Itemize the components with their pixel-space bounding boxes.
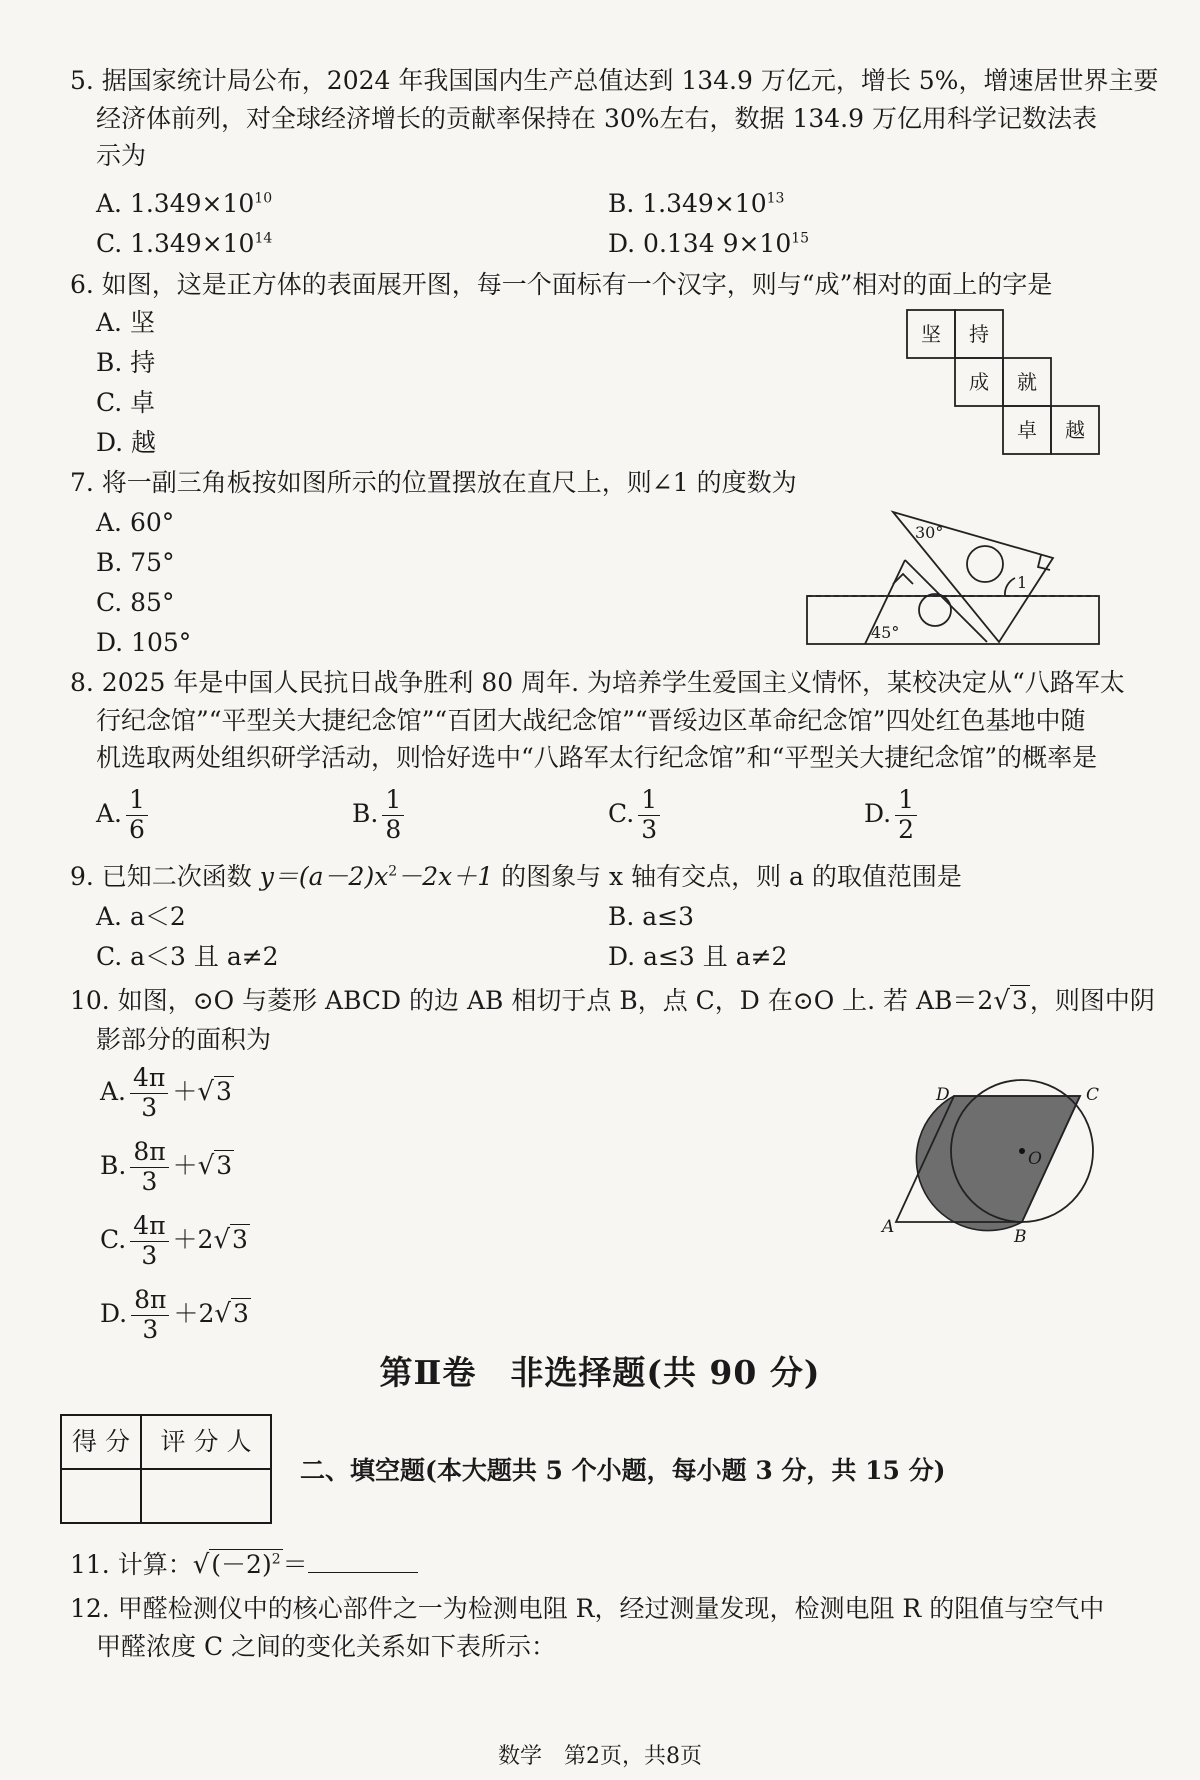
q8-stem-line-3: 机选取两处组织研学活动，则恰好选中“八路军太行纪念馆”和“平型关大捷纪念馆”的概率是 — [96, 743, 1098, 772]
q8-option-a-denominator: 6 — [129, 814, 145, 844]
circle-rhombus-figure — [862, 1060, 1122, 1260]
question-12 — [70, 1590, 1130, 1665]
q10-option-b-denominator: 3 — [141, 1166, 158, 1196]
q9-stem-suffix: 的图象与 x 轴有交点，则 a 的取值范围是 — [493, 862, 962, 891]
q8-option-b — [352, 786, 408, 845]
q10-option-b-fraction — [130, 1138, 168, 1197]
q5-option-c-exponent: 14 — [254, 230, 273, 247]
net-char-2: 持 — [969, 322, 989, 346]
q8-option-b-fraction — [382, 786, 404, 845]
q10-option-a-radical: √3 — [197, 1076, 232, 1107]
grader-cell[interactable] — [141, 1469, 271, 1523]
q10-option-a-label: A. — [100, 1076, 127, 1106]
q8-option-a-numerator: 1 — [126, 786, 148, 816]
q5-option-b-text: B. 1.349×10 — [608, 189, 767, 218]
q5-option-a — [96, 185, 272, 223]
q9-option-b: B. a≤3 — [608, 902, 695, 931]
score-table — [60, 1414, 272, 1524]
q7-option-a: A. 60° — [96, 508, 175, 537]
q10-option-d — [100, 1286, 251, 1345]
q10-option-a-fraction — [130, 1064, 168, 1123]
q7-option-b: B. 75° — [96, 548, 175, 577]
q5-option-c — [96, 225, 272, 263]
q6-option-b: B. 持 — [96, 348, 156, 377]
q5-option-d-text: D. 0.134 9×10 — [608, 229, 792, 258]
q6-stem: 6. 如图，这是正方体的表面展开图，每一个面标有一个汉字，则与“成”相对的面上的字是 — [70, 270, 1053, 299]
q11-radicand-exponent: 2 — [271, 1551, 281, 1568]
q10-option-c-radical: √3 — [213, 1224, 248, 1255]
score-cell[interactable] — [61, 1469, 141, 1523]
q9-stem — [70, 858, 1130, 896]
q11-answer-blank[interactable] — [308, 1550, 418, 1573]
q6-option-a: A. 坚 — [96, 308, 155, 337]
q11-radical: $√(-2)^2$ — [192, 1550, 281, 1580]
q7-option-d: D. 105° — [96, 628, 192, 657]
q9-function-exponent: 2 — [388, 863, 398, 880]
label-point-d: D — [936, 1085, 950, 1105]
q8-option-c-label: C. — [608, 798, 635, 828]
fill-in-section-title: 二、填空题(本大题共 5 个小题，每小题 3 分，共 15 分) — [300, 1456, 946, 1485]
q8-option-b-numerator: 1 — [382, 786, 404, 816]
q12-stem-line-1: 12. 甲醛检测仪中的核心部件之一为检测电阻 R，经过测量发现，检测电阻 R 的阻值与空气中 — [70, 1594, 1105, 1623]
net-char-6: 越 — [1065, 418, 1085, 442]
label-30-degrees: 30° — [915, 523, 944, 542]
q10-option-b-plus: ＋ — [172, 1150, 198, 1180]
question-8 — [70, 664, 1130, 777]
label-point-o: O — [1028, 1149, 1042, 1169]
q10-option-a — [100, 1064, 234, 1123]
q5-option-c-text: C. 1.349×10 — [96, 229, 255, 258]
q10-option-c-denominator: 3 — [141, 1240, 158, 1270]
q10-option-b-label: B. — [100, 1150, 127, 1180]
net-char-5: 卓 — [1017, 418, 1037, 442]
q8-stem-line-2: 行纪念馆”“平型关大捷纪念馆”“百团大战纪念馆”“晋绥边区革命纪念馆”四处红色基地中随 — [96, 705, 1086, 735]
q8-option-c-numerator: 1 — [638, 786, 660, 816]
q8-option-c — [608, 786, 664, 845]
q5-stem-line-2: 经济体前列，对全球经济增长的贡献率保持在 30%左右，数据 134.9 万亿用科学记数法表 — [96, 103, 1097, 133]
q10-option-a-numerator: 4π — [130, 1064, 168, 1094]
label-point-a: A — [882, 1217, 895, 1237]
q10-option-c — [100, 1212, 250, 1271]
q8-option-a-label: A. — [96, 798, 123, 828]
q8-stem-line-1: 8. 2025 年是中国人民抗日战争胜利 80 周年. 为培养学生爱国主义情怀，某校决定从“八路军太 — [70, 668, 1125, 697]
q5-stem-line-3: 示为 — [96, 141, 147, 170]
q5-option-b-exponent: 13 — [766, 190, 785, 207]
q9-option-a: A. a＜2 — [96, 902, 186, 931]
cube-net-figure — [905, 308, 1105, 458]
q9-function-part-1: y＝(a－2)x — [259, 862, 389, 891]
q10-option-c-fraction — [130, 1212, 168, 1271]
q8-option-c-denominator: 3 — [641, 814, 658, 844]
net-char-3: 成 — [969, 370, 989, 394]
q7-stem: 7. 将一副三角板按如图所示的位置摆放在直尺上，则∠1 的度数为 — [70, 468, 797, 497]
q10-option-c-label: C. — [100, 1224, 127, 1254]
q8-option-d-fraction — [895, 786, 917, 845]
q8-option-b-label: B. — [352, 798, 379, 828]
q9-function-part-2: －2x＋1 — [397, 862, 494, 891]
q10-option-a-denominator: 3 — [141, 1092, 158, 1122]
q10-ab-radicand: 3 — [1011, 986, 1028, 1015]
triangle-45-hole — [919, 594, 951, 626]
q10-option-d-numerator: 8π — [131, 1286, 169, 1316]
question-7 — [70, 464, 1130, 502]
label-45-degrees: 45° — [871, 623, 900, 642]
q10-option-d-radical: √3 — [214, 1298, 249, 1329]
q8-option-b-denominator: 8 — [385, 814, 402, 844]
shaded-region — [916, 1096, 1080, 1231]
grader-header: 评 分 人 — [141, 1415, 271, 1469]
q10-option-b-numerator: 8π — [130, 1138, 168, 1168]
q10-option-c-numerator: 4π — [130, 1212, 168, 1242]
q9-option-c: C. a＜3 且 a≠2 — [96, 942, 279, 971]
q10-stem-suffix: ，则图中阴 — [1029, 986, 1155, 1015]
q10-option-c-plus-two: ＋2 — [172, 1224, 214, 1254]
q10-option-d-denominator: 3 — [142, 1314, 159, 1344]
q8-option-a — [96, 786, 152, 845]
q8-option-c-fraction — [638, 786, 660, 845]
q10-option-d-radicand: 3 — [232, 1298, 249, 1328]
label-angle-1: 1 — [1017, 573, 1028, 592]
q10-option-a-plus: ＋ — [172, 1076, 198, 1106]
q10-option-c-radicand: 3 — [232, 1224, 248, 1254]
q11-equals: ＝ — [282, 1550, 308, 1579]
q10-option-b — [100, 1138, 234, 1197]
q8-option-d — [864, 786, 921, 845]
q5-option-b — [608, 185, 784, 223]
q10-option-b-radicand: 3 — [216, 1150, 233, 1180]
q10-stem-line-2: 影部分的面积为 — [96, 1025, 272, 1054]
net-char-4: 就 — [1017, 370, 1037, 394]
triangle-45-right-edge — [905, 560, 987, 642]
q7-option-c: C. 85° — [96, 588, 175, 617]
section-2-title: 第Ⅱ卷 非选择题(共 90 分) — [379, 1353, 821, 1392]
question-5 — [70, 62, 1159, 175]
triangle-ruler-figure — [805, 500, 1105, 650]
q5-option-a-text: A. 1.349×10 — [96, 189, 255, 218]
page-footer: 数学 第2页，共8页 — [498, 1744, 702, 1769]
q9-option-d: D. a≤3 且 a≠2 — [608, 942, 788, 971]
q5-stem-line-1: 5. 据国家统计局公布，2024 年我国国内生产总值达到 134.9 万亿元，增长 5%，增速居世界主要 — [70, 66, 1159, 95]
q12-stem-line-2: 甲醛浓度 C 之间的变化关系如下表所示： — [96, 1631, 557, 1661]
q10-option-d-label: D. — [100, 1298, 128, 1328]
q10-option-a-radicand: 3 — [215, 1076, 232, 1106]
center-point-o — [1019, 1148, 1025, 1154]
question-9 — [70, 858, 1130, 896]
q11-stem-prefix: 11. 计算： — [70, 1550, 193, 1579]
triangle-30-hole — [967, 546, 1003, 582]
q9-stem-prefix: 9. 已知二次函数 — [70, 862, 260, 891]
q8-option-a-fraction — [126, 786, 148, 845]
q6-option-d: D. 越 — [96, 428, 157, 457]
q8-option-d-numerator: 1 — [895, 786, 917, 816]
q11-radicand-base: (－2) — [211, 1550, 272, 1579]
q5-option-a-exponent: 10 — [254, 190, 273, 207]
q8-option-d-denominator: 2 — [898, 814, 915, 844]
q5-option-d — [608, 225, 809, 263]
label-point-b: B — [1014, 1227, 1027, 1247]
q5-option-d-exponent: 15 — [791, 230, 810, 247]
q10-stem-prefix: 10. 如图，⊙O 与菱形 ABCD 的边 AB 相切于点 B，点 C，D 在⊙O 上. 若 AB＝2 — [70, 986, 994, 1015]
net-char-1: 坚 — [921, 322, 941, 346]
question-6 — [70, 266, 1130, 304]
score-header: 得 分 — [61, 1415, 141, 1469]
question-10 — [70, 982, 1155, 1059]
q10-stem-line-1 — [70, 982, 1155, 1021]
q10-ab-radical: √3 — [993, 986, 1028, 1016]
q10-option-d-plus-two: ＋2 — [173, 1298, 215, 1328]
q10-option-d-fraction — [131, 1286, 169, 1345]
q6-option-c: C. 卓 — [96, 388, 156, 417]
question-11 — [70, 1546, 1130, 1585]
angle-1-arc — [1005, 578, 1015, 596]
q8-option-d-label: D. — [864, 798, 892, 828]
label-point-c: C — [1086, 1085, 1100, 1105]
q10-option-b-radical: √3 — [197, 1150, 233, 1181]
q11-radicand — [209, 1549, 282, 1579]
ruler — [807, 596, 1099, 644]
q11-stem — [70, 1546, 1130, 1585]
